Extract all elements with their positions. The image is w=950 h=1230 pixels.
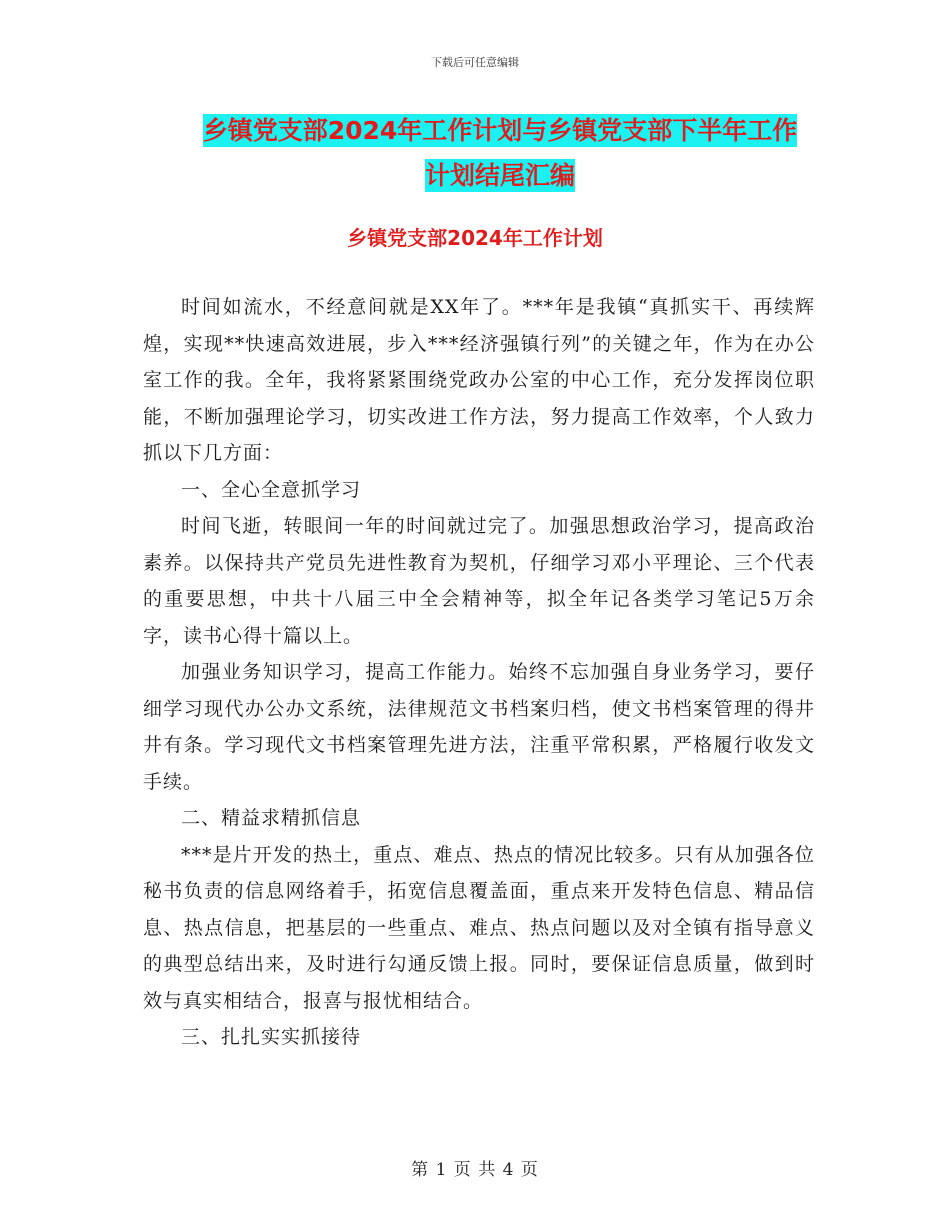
paragraph-intro: 时间如流水，不经意间就是XX年了。***年是我镇“真抓实干、再续辉煌，实现**快速高效进展，步入***经济强镇行列”的关键之年，作为在办公室工作的我。全年，我将紧紧围绕党政办公室的中心工作，充分发挥岗位职能，不断加强理论学习，切实改进工作方法，努力提高工作效率，个人致力抓以下几方面：: [143, 296, 815, 464]
paragraph-study-2: 加强业务知识学习，提高工作能力。始终不忘加强自身业务学习，要仔细学习现代办公办文系统，法律规范文书档案归档，使文书档案管理的得井井有条。学习现代文书档案管理先进方法，注重平常积累，严格履行收发文手续。: [143, 661, 815, 793]
heading-study: 一、全心全意抓学习: [181, 478, 362, 501]
section-title: 乡镇党支部2024年工作计划: [347, 226, 603, 250]
heading-information: 二、精益求精抓信息: [181, 807, 362, 829]
header-note: 下载后可任意编辑: [431, 56, 519, 69]
heading-reception: 三、扎扎实实抓接待: [181, 1026, 362, 1048]
body-text: [143, 289, 815, 1056]
paragraph-information: ***是片开发的热土，重点、难点、热点的情况比较多。只有从加强各位秘书负责的信息网络着手，拓宽信息覆盖面，重点来开发特色信息、精品信息、热点信息，把基层的一些重点、难点、热点问题以及对全镇有指导意义的典型总结出来，及时进行勾通反馈上报。同时，要保证信息质量，做到时效与真实相结合，报喜与报忧相结合。: [143, 843, 815, 1012]
paragraph-study-1: 时间飞逝，转眼间一年的时间就过完了。加强思想政治学习，提高政治素养。以保持共产党员先进性教育为契机，仔细学习邓小平理论、三个代表的重要思想，中共十八届三中全会精神等，拟全年记各类学习笔记5万余字，读书心得十篇以上。: [143, 515, 815, 647]
document-title-line-2: 计划结尾汇编: [424, 161, 575, 190]
document-title-line-1: 乡镇党支部2024年工作计划与乡镇党支部下半年工作: [202, 116, 798, 145]
page-footer: 第 1 页 共 4 页: [411, 1160, 539, 1180]
document-title: [140, 108, 860, 198]
